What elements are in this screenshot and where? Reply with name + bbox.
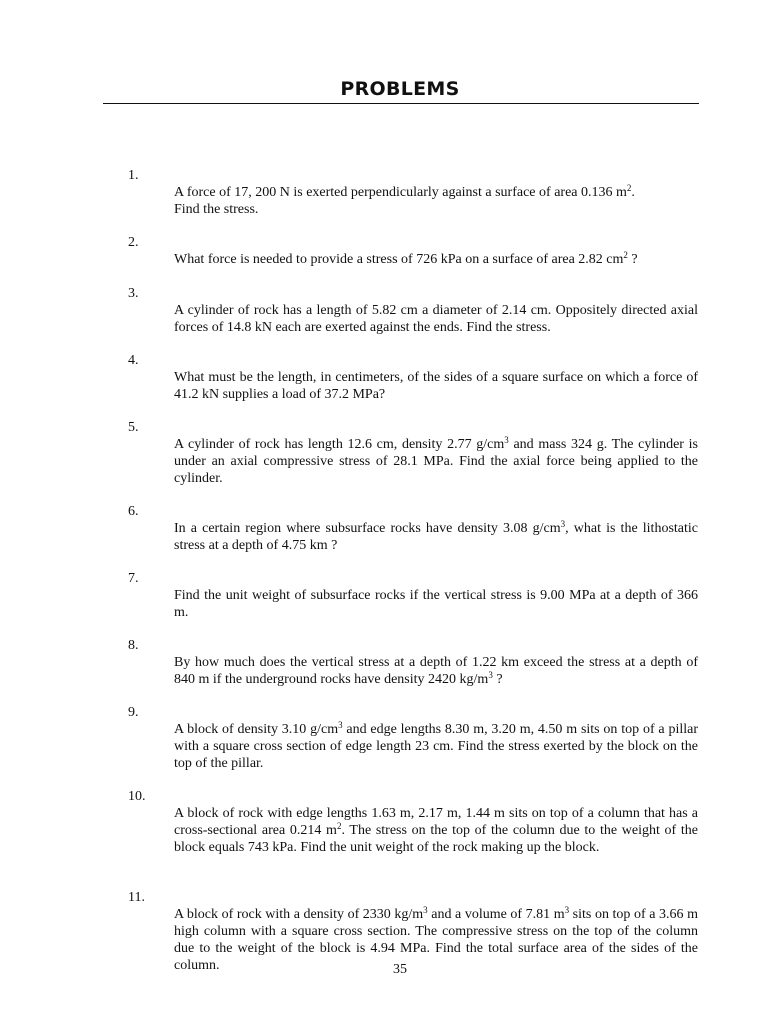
problem-number: 4. [128, 353, 139, 368]
problem-text [174, 704, 698, 772]
text-segment: and a volume of 7.81 m [427, 907, 565, 922]
problem-text [174, 234, 698, 268]
text-segment: A block of rock with a density of 2330 kg/m [174, 907, 424, 922]
text-segment: , what is the lithostatic stress at a depth of 4.75 km ? [174, 521, 698, 553]
problem-text [174, 503, 698, 554]
superscript: 3 [564, 905, 570, 915]
problem-text [174, 352, 698, 403]
problem-number: 3. [128, 286, 139, 301]
text-segment: and edge lengths 8.30 m, 3.20 m, 4.50 m sits on top of a pillar with a square cross section of edge length 23 cm. Find the stress exerted by the block on the top of the pillar. [174, 722, 698, 771]
problem-text [174, 167, 698, 218]
problem-number: 5. [128, 420, 139, 435]
text-segment: A block of density 3.10 g/cm [174, 722, 339, 737]
text-segment: A cylinder of rock has length 12.6 cm, density 2.77 g/cm [174, 437, 505, 452]
superscript: 3 [560, 519, 566, 529]
problem-text [174, 285, 698, 336]
text-segment: . Find the stress. [174, 185, 635, 217]
problem-number: 1. [128, 168, 139, 183]
problem-number: 7. [128, 571, 139, 586]
problem-number: 6. [128, 504, 139, 519]
page-number: 35 [393, 962, 407, 977]
text-segment: By how much does the vertical stress at a depth of 1.22 km exceed the stress at a depth of 840 m if the underground rocks have density 2420 kg/m [174, 655, 698, 687]
problem-number: 9. [128, 705, 139, 720]
superscript: 2 [623, 250, 628, 260]
problem-number: 11. [128, 890, 145, 905]
superscript: 2 [626, 183, 632, 193]
superscript: 2 [336, 821, 342, 831]
page-heading: PROBLEMS [340, 78, 460, 100]
text-segment: . The stress on the top of the column due to the weight of the block equals 743 kPa. Find the unit weight of the rock making up the block. [174, 823, 699, 855]
problem-text [174, 637, 698, 688]
problem-text [174, 419, 698, 487]
superscript: 3 [504, 435, 509, 445]
text-segment: ? [627, 252, 638, 267]
text-segment: In a certain region where subsurface rocks have density 3.08 g/cm [174, 521, 561, 536]
text-segment: A force of 17, 200 N is exerted perpendicularly against a surface of area 0.136 m [174, 185, 627, 200]
superscript: 3 [338, 720, 343, 730]
problem-text [174, 570, 698, 621]
text-segment: ? [492, 672, 503, 687]
superscript: 3 [423, 905, 428, 915]
problem-number: 10. [128, 789, 146, 804]
text-segment: sits on top of a 3.66 m high column with a square cross section. The compressive stress on the top of the column due to the weight of the block is 4.94 MPa. Find the total surface area of the sides of the column. [174, 907, 698, 973]
text-segment: A block of rock with edge lengths 1.63 m, 2.17 m, 1.44 m sits on top of a column that has a cross-sectional area 0.214 m [174, 806, 698, 838]
text-segment: and mass 324 g. The cylinder is under an axial compressive stress of 28.1 MPa. Find the axial force being applied to the cylinder. [174, 437, 698, 486]
heading-rule [103, 103, 699, 104]
superscript: 3 [488, 670, 493, 680]
text-segment: What force is needed to provide a stress of 726 kPa on a surface of area 2.82 cm [174, 252, 624, 267]
problem-number: 8. [128, 638, 139, 653]
text-segment: A cylinder of rock has a length of 5.82 cm a diameter of 2.14 cm. Oppositely directed axial forces of 14.8 kN each are exerted against the ends. Find the stress. [174, 303, 698, 335]
text-segment: What must be the length, in centimeters, of the sides of a square surface on which a force of 41.2 kN supplies a load of 37.2 MPa? [174, 370, 698, 402]
problem-number: 2. [128, 235, 139, 250]
problem-text [174, 788, 698, 856]
text-segment: Find the unit weight of subsurface rocks if the vertical stress is 9.00 MPa at a depth of 366 m. [174, 588, 698, 620]
